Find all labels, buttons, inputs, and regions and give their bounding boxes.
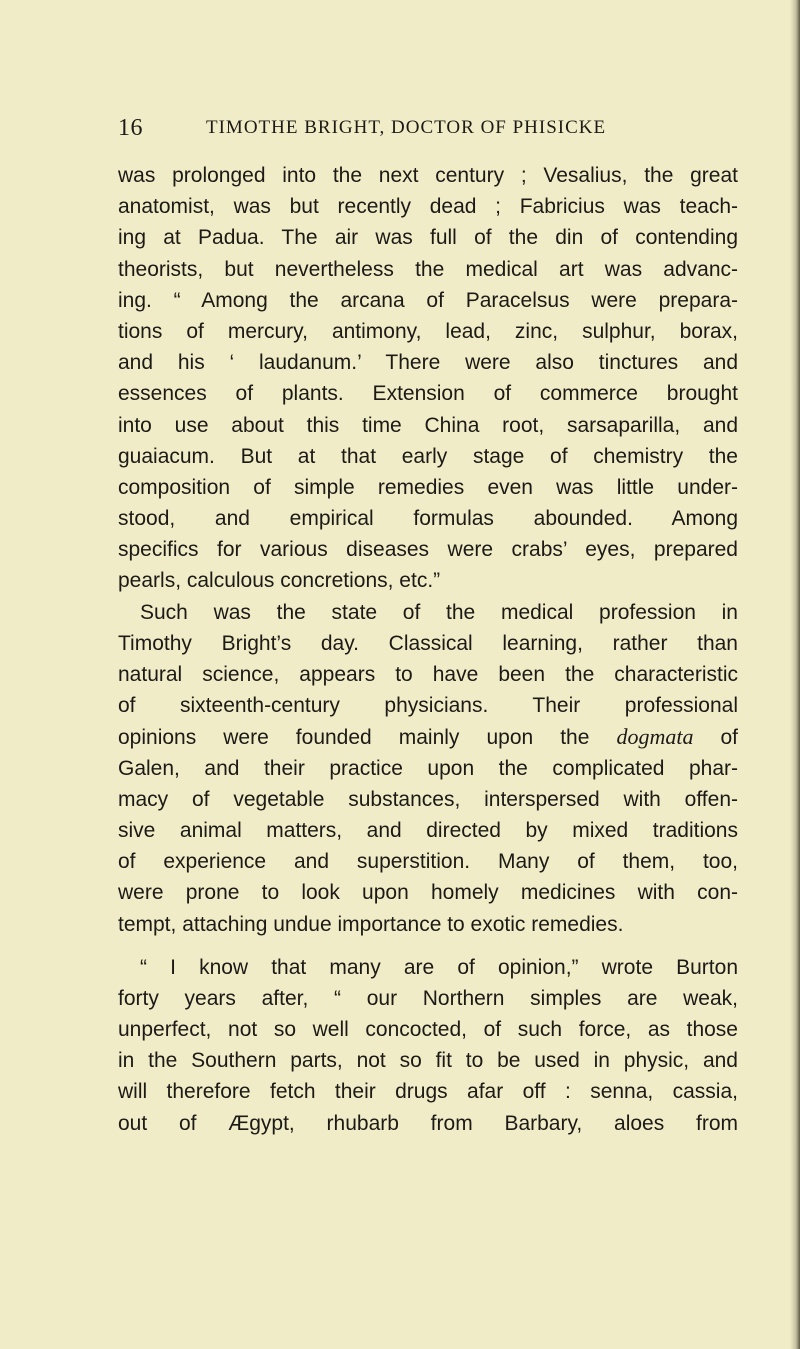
text-line: natural science, appears to have been the characteristic (118, 663, 738, 686)
text-segment: of (693, 726, 738, 750)
text-line: forty years after, “ our Northern simples are weak, (118, 986, 738, 1010)
text-line: in the Southern parts, not so fit to be used in physic, and (118, 1049, 738, 1073)
text-line: tempt, attaching undue importance to exotic remedies. (118, 912, 624, 936)
text-line: into use about this time China root, sarsaparilla, and (118, 413, 738, 437)
running-head: TIMOTHE BRIGHT, DOCTOR OF PHISICKE (206, 117, 607, 138)
page-number: 16 (118, 115, 143, 141)
text-segment: opinions were founded mainly upon the (118, 726, 590, 750)
paragraph-2 (118, 597, 738, 940)
text-line: Timothy Bright’s day. Classical learning, rather than (118, 631, 738, 655)
text-line: was prolonged into the next century ; Vesalius, the great (118, 164, 738, 187)
text-line: Such was the state of the medical profession in (140, 600, 738, 624)
page-header (118, 115, 698, 145)
text-line-with-italic (118, 721, 738, 752)
text-line: of sixteenth-century physicians. Their professional (118, 694, 738, 718)
italic-term: dogmata (616, 724, 694, 750)
text-line: essences of plants. Extension of commerce brought (118, 382, 738, 406)
text-line: ing. “ Among the arcana of Paracelsus were prepara- (118, 288, 738, 312)
paragraph-gap (118, 940, 738, 952)
text-line: composition of simple remedies even was little under- (118, 475, 738, 499)
text-line: anatomist, was but recently dead ; Fabricius was teach- (118, 195, 738, 219)
text-line: were prone to look upon homely medicines with con- (118, 881, 738, 905)
text-line: “ I know that many are of opinion,” wrote Burton (140, 955, 738, 979)
text-line: theorists, but nevertheless the medical art was advanc- (118, 257, 738, 281)
text-line: stood, and empirical formulas abounded. Among (118, 507, 738, 531)
text-line: unperfect, not so well concocted, of such force, as those (118, 1018, 738, 1042)
paragraph-1 (118, 160, 738, 597)
text-line: guaiacum. But at that early stage of chemistry the (118, 444, 738, 468)
body-text (118, 160, 738, 1139)
paragraph-3 (118, 952, 738, 1139)
text-line: will therefore fetch their drugs afar off : senna, cassia, (118, 1080, 738, 1104)
text-line: Galen, and their practice upon the complicated phar- (118, 756, 738, 780)
text-line: sive animal matters, and directed by mixed traditions (118, 818, 738, 842)
text-line: macy of vegetable substances, interspersed with offen- (118, 787, 738, 811)
text-line: specifics for various diseases were crabs’ eyes, prepared (118, 538, 738, 562)
text-line: tions of mercury, antimony, lead, zinc, sulphur, borax, (118, 319, 738, 343)
text-line: of experience and superstition. Many of them, too, (118, 850, 738, 874)
text-line: and his ‘ laudanum.’ There were also tinctures and (118, 351, 738, 375)
text-line: out of Ægypt, rhubarb from Barbary, aloes from (118, 1111, 738, 1135)
text-line: pearls, calculous concretions, etc.” (118, 569, 441, 593)
page-edge-shadow (790, 0, 800, 1349)
text-line: ing at Padua. The air was full of the din of contending (118, 226, 738, 250)
